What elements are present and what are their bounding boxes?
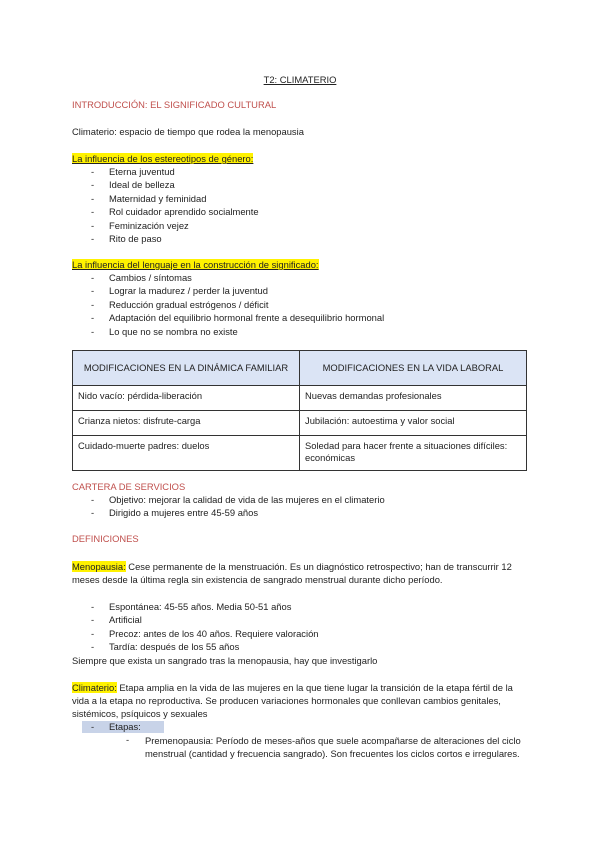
menopausia-paragraph xyxy=(72,560,527,586)
table-header-family: MODIFICACIONES EN LA DINÁMICA FAMILIAR xyxy=(73,351,300,386)
stereotypes-heading xyxy=(72,153,253,165)
stages-label: Etapas: xyxy=(109,721,141,732)
page-title: T2: CLIMATERIO xyxy=(263,74,337,85)
language-heading xyxy=(72,259,319,271)
menopausia-term: Menopausia: xyxy=(72,561,126,572)
table-cell: Crianza nietos: disfrute-carga xyxy=(73,411,300,436)
table-row xyxy=(73,386,527,411)
climaterio-term: Climaterio: xyxy=(72,682,117,693)
document-page: T2: CLIMATERIO INTRODUCCIÓN: EL SIGNIFICADO CULTURAL Climaterio: espacio de tiempo que rodea la menopausia La influencia de los estereotipos de género: - Eterna juventud - Ideal de belleza - Maternidad y feminidad - Rol cuidador aprendido socialmente - Feminización vejez - Rito de paso La influencia del lenguaje en la construcción de significado: - Cambios / síntomas - Lograr la madurez / perder la juventud - Reducción gradual estrógenos / déficit - Adaptación del equilibrio hormonal frente a desequilibrio hormonal - Lo que no se nombra no existe MODIFICACIONES EN LA DINÁMICA FAMILIAR MODIFICACIONES EN LA VIDA LABORAL Nido vacío: pérdida-liberación Nuevas demandas profesionales Crianza nietos: disfrute-carga Jubilación: autoestima y valor social Cuidado-muerte padres: duelos Soledad para hacer frente a situaciones difíciles: económicas CARTERA DE SERVICIOS - Objetivo: mejorar la calidad de vida de las mujeres en el climaterio - Dirigido a mujeres entre 45-59 años DEFINICIONES Menopausia: Cese permanente de la menstruación. Es un diagnóstico retrospectivo; han de transcurrir 12 meses desde la última regla sin existencia de sangrado menstrual durante dicho período. - Espontánea: 45-55 años. Media 50-51 años - Artificial - Precoz: antes de los 40 años. Requiere valoración - Tardía: después de los 55 años Siempre que exista un sangrado tras la menopausia, hay que investigarlo Climaterio: Etapa amplia en la vida de las mujeres en la que tiene lugar la transición de la etapa fértil de la vida a la etapa no reproductiva. Se producen variaciones hormonales que conllevan cambios genitales, sistémicos, psíquicos y sexuales - Etapas: - Premenopausia: Período de meses-años que suele acompañarse de alteraciones del ciclo menstrual (cantidad y frecuencia sangrado). Son frecuentes los ciclos cortos e irregulares. xyxy=(0,0,600,848)
premenopausia-text: Premenopausia: Período de meses-años que suele acompañarse de alteraciones del ciclo menstrual (cantidad y frecuencia sangrado). Son frecuentes los ciclos cortos e irregulares. xyxy=(145,735,521,760)
table-row xyxy=(73,436,527,471)
table-cell: Cuidado-muerte padres: duelos xyxy=(73,436,300,471)
services-heading: CARTERA DE SERVICIOS xyxy=(72,481,186,492)
intro-heading: INTRODUCCIÓN: EL SIGNIFICADO CULTURAL xyxy=(72,99,277,110)
language-heading-text: La influencia del lenguaje en la construcción de significado: xyxy=(72,259,319,270)
table-cell: Jubilación: autoestima y valor social xyxy=(300,411,527,436)
climaterio-text: Etapa amplia en la vida de las mujeres en la que tiene lugar la transición de la etapa fértil de la vida a la etapa no reproductiva. Se producen variaciones hormonales que conllevan cambios genitales, sistémicos, psíquicos y sexuales xyxy=(72,682,513,720)
menopausia-text: Cese permanente de la menstruación. Es un diagnóstico retrospectivo; han de transcurrir 12 meses desde la última regla sin existencia de sangrado menstrual durante dicho período. xyxy=(72,561,512,586)
stages-label-row xyxy=(82,721,164,733)
stages-dash: - xyxy=(91,721,95,732)
climaterio-paragraph xyxy=(72,681,527,721)
table-header-work: MODIFICACIONES EN LA VIDA LABORAL xyxy=(300,351,527,386)
table-cell: Soledad para hacer frente a situaciones difíciles: económicas xyxy=(300,436,527,471)
table-cell: Nuevas demandas profesionales xyxy=(300,386,527,411)
definitions-heading: DEFINICIONES xyxy=(72,533,139,544)
table-row xyxy=(73,411,527,436)
modifications-table xyxy=(72,350,527,471)
table-cell: Nido vacío: pérdida-liberación xyxy=(73,386,300,411)
stereotypes-heading-text: La influencia de los estereotipos de género: xyxy=(72,153,254,164)
premenopausia-dash: - xyxy=(126,734,130,745)
intro-definition: Climaterio: espacio de tiempo que rodea la menopausia xyxy=(72,126,304,137)
menopausia-note: Siempre que exista un sangrado tras la menopausia, hay que investigarlo xyxy=(72,655,378,666)
